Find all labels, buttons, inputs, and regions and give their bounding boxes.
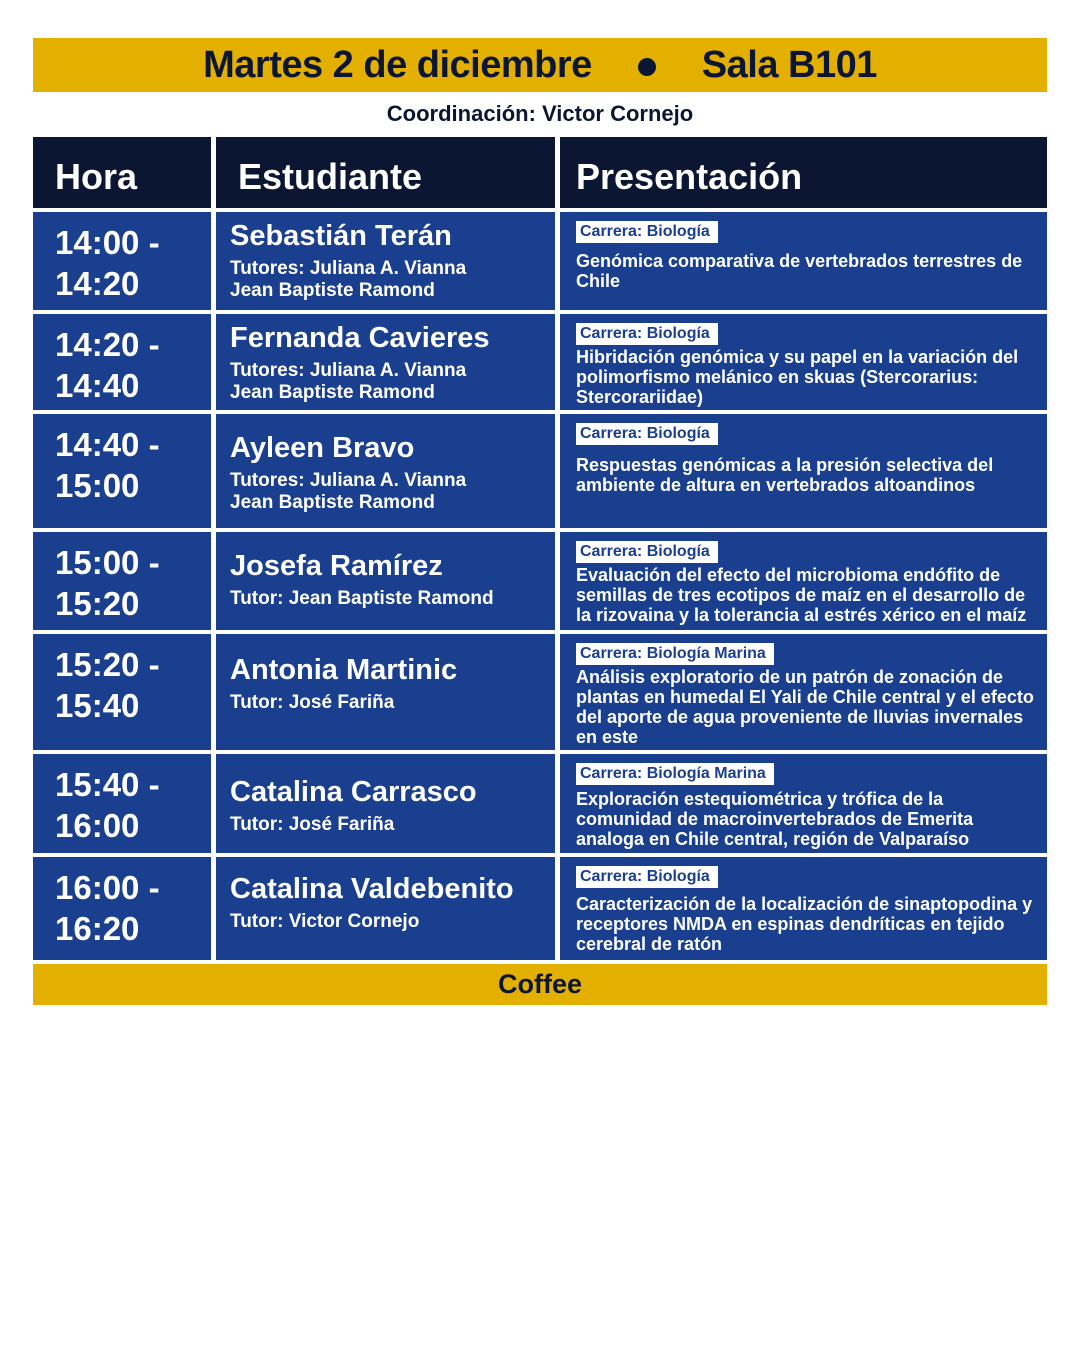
presentation-cell bbox=[560, 314, 1047, 410]
time-cell bbox=[33, 857, 211, 960]
career-badge: Carrera: Biología Marina bbox=[576, 643, 774, 665]
presentation-cell bbox=[560, 754, 1047, 853]
tutor-line: Tutores: Juliana A. Vianna bbox=[230, 470, 467, 491]
time-cell bbox=[33, 212, 211, 310]
student-cell bbox=[216, 634, 555, 750]
time-end: 16:00 bbox=[55, 807, 140, 844]
time-cell bbox=[33, 634, 211, 750]
tutor-line: Tutor: José Fariña bbox=[230, 814, 395, 835]
tutor-line: Tutores: Juliana A. Vianna bbox=[230, 258, 467, 279]
presentation-title: Evaluación del efecto del microbioma endófito de semillas de tres ecotipos de maíz en el desarrollo de la rizovaina y la tolerancia al estrés xérico en el maíz bbox=[576, 565, 1027, 625]
student-cell bbox=[216, 532, 555, 630]
career-badge: Carrera: Biología Marina bbox=[576, 763, 774, 785]
career-badge: Carrera: Biología bbox=[576, 221, 718, 243]
student-cell bbox=[216, 212, 555, 310]
career-badge: Carrera: Biología bbox=[576, 541, 718, 563]
student-name: Ayleen Bravo bbox=[230, 432, 415, 464]
student-name: Catalina Carrasco bbox=[230, 776, 477, 808]
career-badge: Carrera: Biología bbox=[576, 323, 718, 345]
time-start: 15:20 - bbox=[55, 646, 160, 683]
time-end: 15:40 bbox=[55, 687, 140, 724]
presentation-title: Caracterización de la localización de sinaptopodina y receptores NMDA en espinas dendríticas en tejido cerebral de ratón bbox=[576, 894, 1033, 954]
student-name: Sebastián Terán bbox=[230, 220, 452, 252]
tutor-line: Jean Baptiste Ramond bbox=[230, 492, 435, 513]
time-start: 16:00 - bbox=[55, 869, 160, 906]
presentation-cell bbox=[560, 634, 1047, 750]
tutor-line: Tutores: Juliana A. Vianna bbox=[230, 360, 467, 381]
col-header-presentacion: Presentación bbox=[560, 137, 1047, 208]
time-cell bbox=[33, 314, 211, 410]
student-name: Antonia Martinic bbox=[230, 654, 458, 686]
student-cell bbox=[216, 314, 555, 410]
time-cell bbox=[33, 414, 211, 528]
tutor-line: Tutor: Jean Baptiste Ramond bbox=[230, 588, 494, 609]
presentation-cell bbox=[560, 532, 1047, 630]
header-banner bbox=[33, 38, 1047, 92]
presentation-title: Análisis exploratorio de un patrón de zonación de plantas en humedal El Yali de Chile central y el efecto del aporte de agua proveniente de lluvias invernales en este bbox=[576, 667, 1034, 747]
col-header-estudiante: Estudiante bbox=[216, 137, 555, 208]
time-end: 15:00 bbox=[55, 467, 140, 504]
presentation-cell bbox=[560, 414, 1047, 528]
time-cell bbox=[33, 754, 211, 853]
table-row bbox=[33, 634, 1047, 750]
schedule-table bbox=[33, 137, 1047, 960]
tutor-line: Jean Baptiste Ramond bbox=[230, 280, 435, 301]
presentation-cell bbox=[560, 857, 1047, 960]
presentation-title: Hibridación genómica y su papel en la variación del polimorfismo melánico en skuas (Stercorarius: Stercorariidae) bbox=[576, 347, 1019, 407]
table-row bbox=[33, 212, 1047, 310]
presentation-title: Genómica comparativa de vertebrados terrestres de Chile bbox=[576, 251, 1023, 291]
coordination-label: Coordinación: Victor Cornejo bbox=[386, 101, 694, 126]
time-end: 14:40 bbox=[55, 367, 140, 404]
student-name: Josefa Ramírez bbox=[230, 550, 443, 582]
table-header bbox=[33, 137, 1047, 208]
table-row bbox=[33, 314, 1047, 410]
time-start: 14:20 - bbox=[55, 326, 160, 363]
time-end: 16:20 bbox=[55, 910, 140, 947]
student-name: Fernanda Cavieres bbox=[230, 322, 490, 354]
student-cell bbox=[216, 754, 555, 853]
time-end: 15:20 bbox=[55, 585, 140, 622]
table-row bbox=[33, 754, 1047, 853]
time-start: 15:40 - bbox=[55, 766, 160, 803]
coffee-break-bar: Coffee bbox=[33, 964, 1047, 1005]
time-start: 14:00 - bbox=[55, 224, 160, 261]
presentation-title: Exploración estequiométrica y trófica de la comunidad de macroinvertebrados de Emerita analoga en Chile central, región de Valparaíso bbox=[576, 789, 974, 849]
presentation-title: Respuestas genómicas a la presión selectiva del ambiente de altura en vertebrados altoandinos bbox=[576, 455, 994, 495]
tutor-line: Tutor: José Fariña bbox=[230, 692, 395, 713]
time-start: 14:40 - bbox=[55, 426, 160, 463]
tutor-line: Tutor: Victor Cornejo bbox=[230, 911, 420, 932]
table-row bbox=[33, 414, 1047, 528]
student-cell bbox=[216, 414, 555, 528]
room-title: Sala B101 bbox=[701, 43, 877, 86]
time-cell bbox=[33, 532, 211, 630]
student-cell bbox=[216, 857, 555, 960]
col-header-hora: Hora bbox=[33, 137, 211, 208]
table-row bbox=[33, 857, 1047, 960]
separator-dot-icon bbox=[638, 58, 656, 76]
time-end: 14:20 bbox=[55, 265, 140, 302]
table-row bbox=[33, 532, 1047, 630]
career-badge: Carrera: Biología bbox=[576, 866, 718, 888]
presentation-cell bbox=[560, 212, 1047, 310]
date-title: Martes 2 de diciembre bbox=[203, 43, 592, 86]
career-badge: Carrera: Biología bbox=[576, 423, 718, 445]
tutor-line: Jean Baptiste Ramond bbox=[230, 382, 435, 403]
time-start: 15:00 - bbox=[55, 544, 160, 581]
student-name: Catalina Valdebenito bbox=[230, 873, 514, 905]
